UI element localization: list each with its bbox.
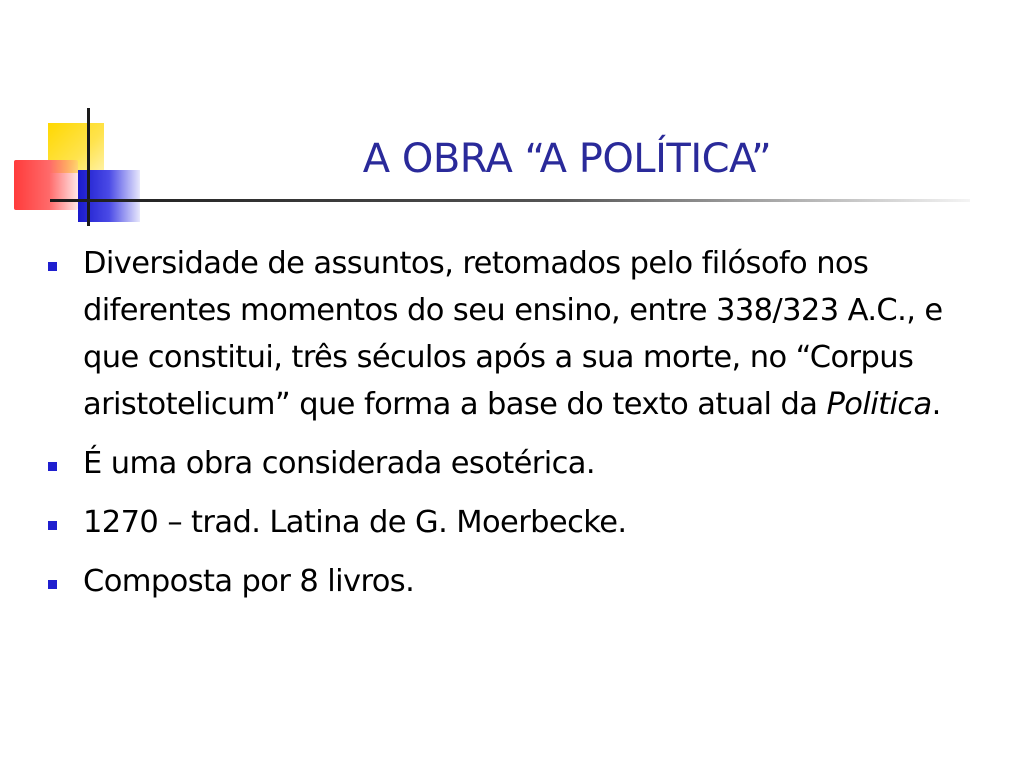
bullet-text: Composta por 8 livros. [83, 564, 415, 599]
bullet-text: É uma obra considerada esotérica. [83, 446, 595, 481]
square-bullet-icon [48, 462, 57, 471]
square-bullet-icon [48, 580, 57, 589]
square-bullet-icon [48, 521, 57, 530]
bullet-item [45, 440, 980, 487]
bullet-item [45, 240, 980, 428]
bullet-item [45, 558, 980, 605]
slide-title: A OBRA “A POLÍTICA” [362, 136, 772, 182]
square-bullet-icon [48, 262, 57, 271]
bullet-text-end: . [931, 387, 941, 422]
bullet-text: Diversidade de assuntos, retomados pelo filósofo nos diferentes momentos do seu ensino, entre 338/323 A.C., e que constitui, três séculos após a sua morte, no “Corpus aristotelicum” que forma a base do texto atual da [83, 246, 943, 422]
bullet-item [45, 499, 980, 546]
decorative-squares-logo [0, 0, 160, 240]
bullet-text-italic: Politica [826, 387, 932, 422]
title-underline-rule [50, 199, 970, 202]
bullet-text: 1270 – trad. Latina de G. Moerbecke. [83, 505, 627, 540]
bullet-list [45, 240, 980, 617]
